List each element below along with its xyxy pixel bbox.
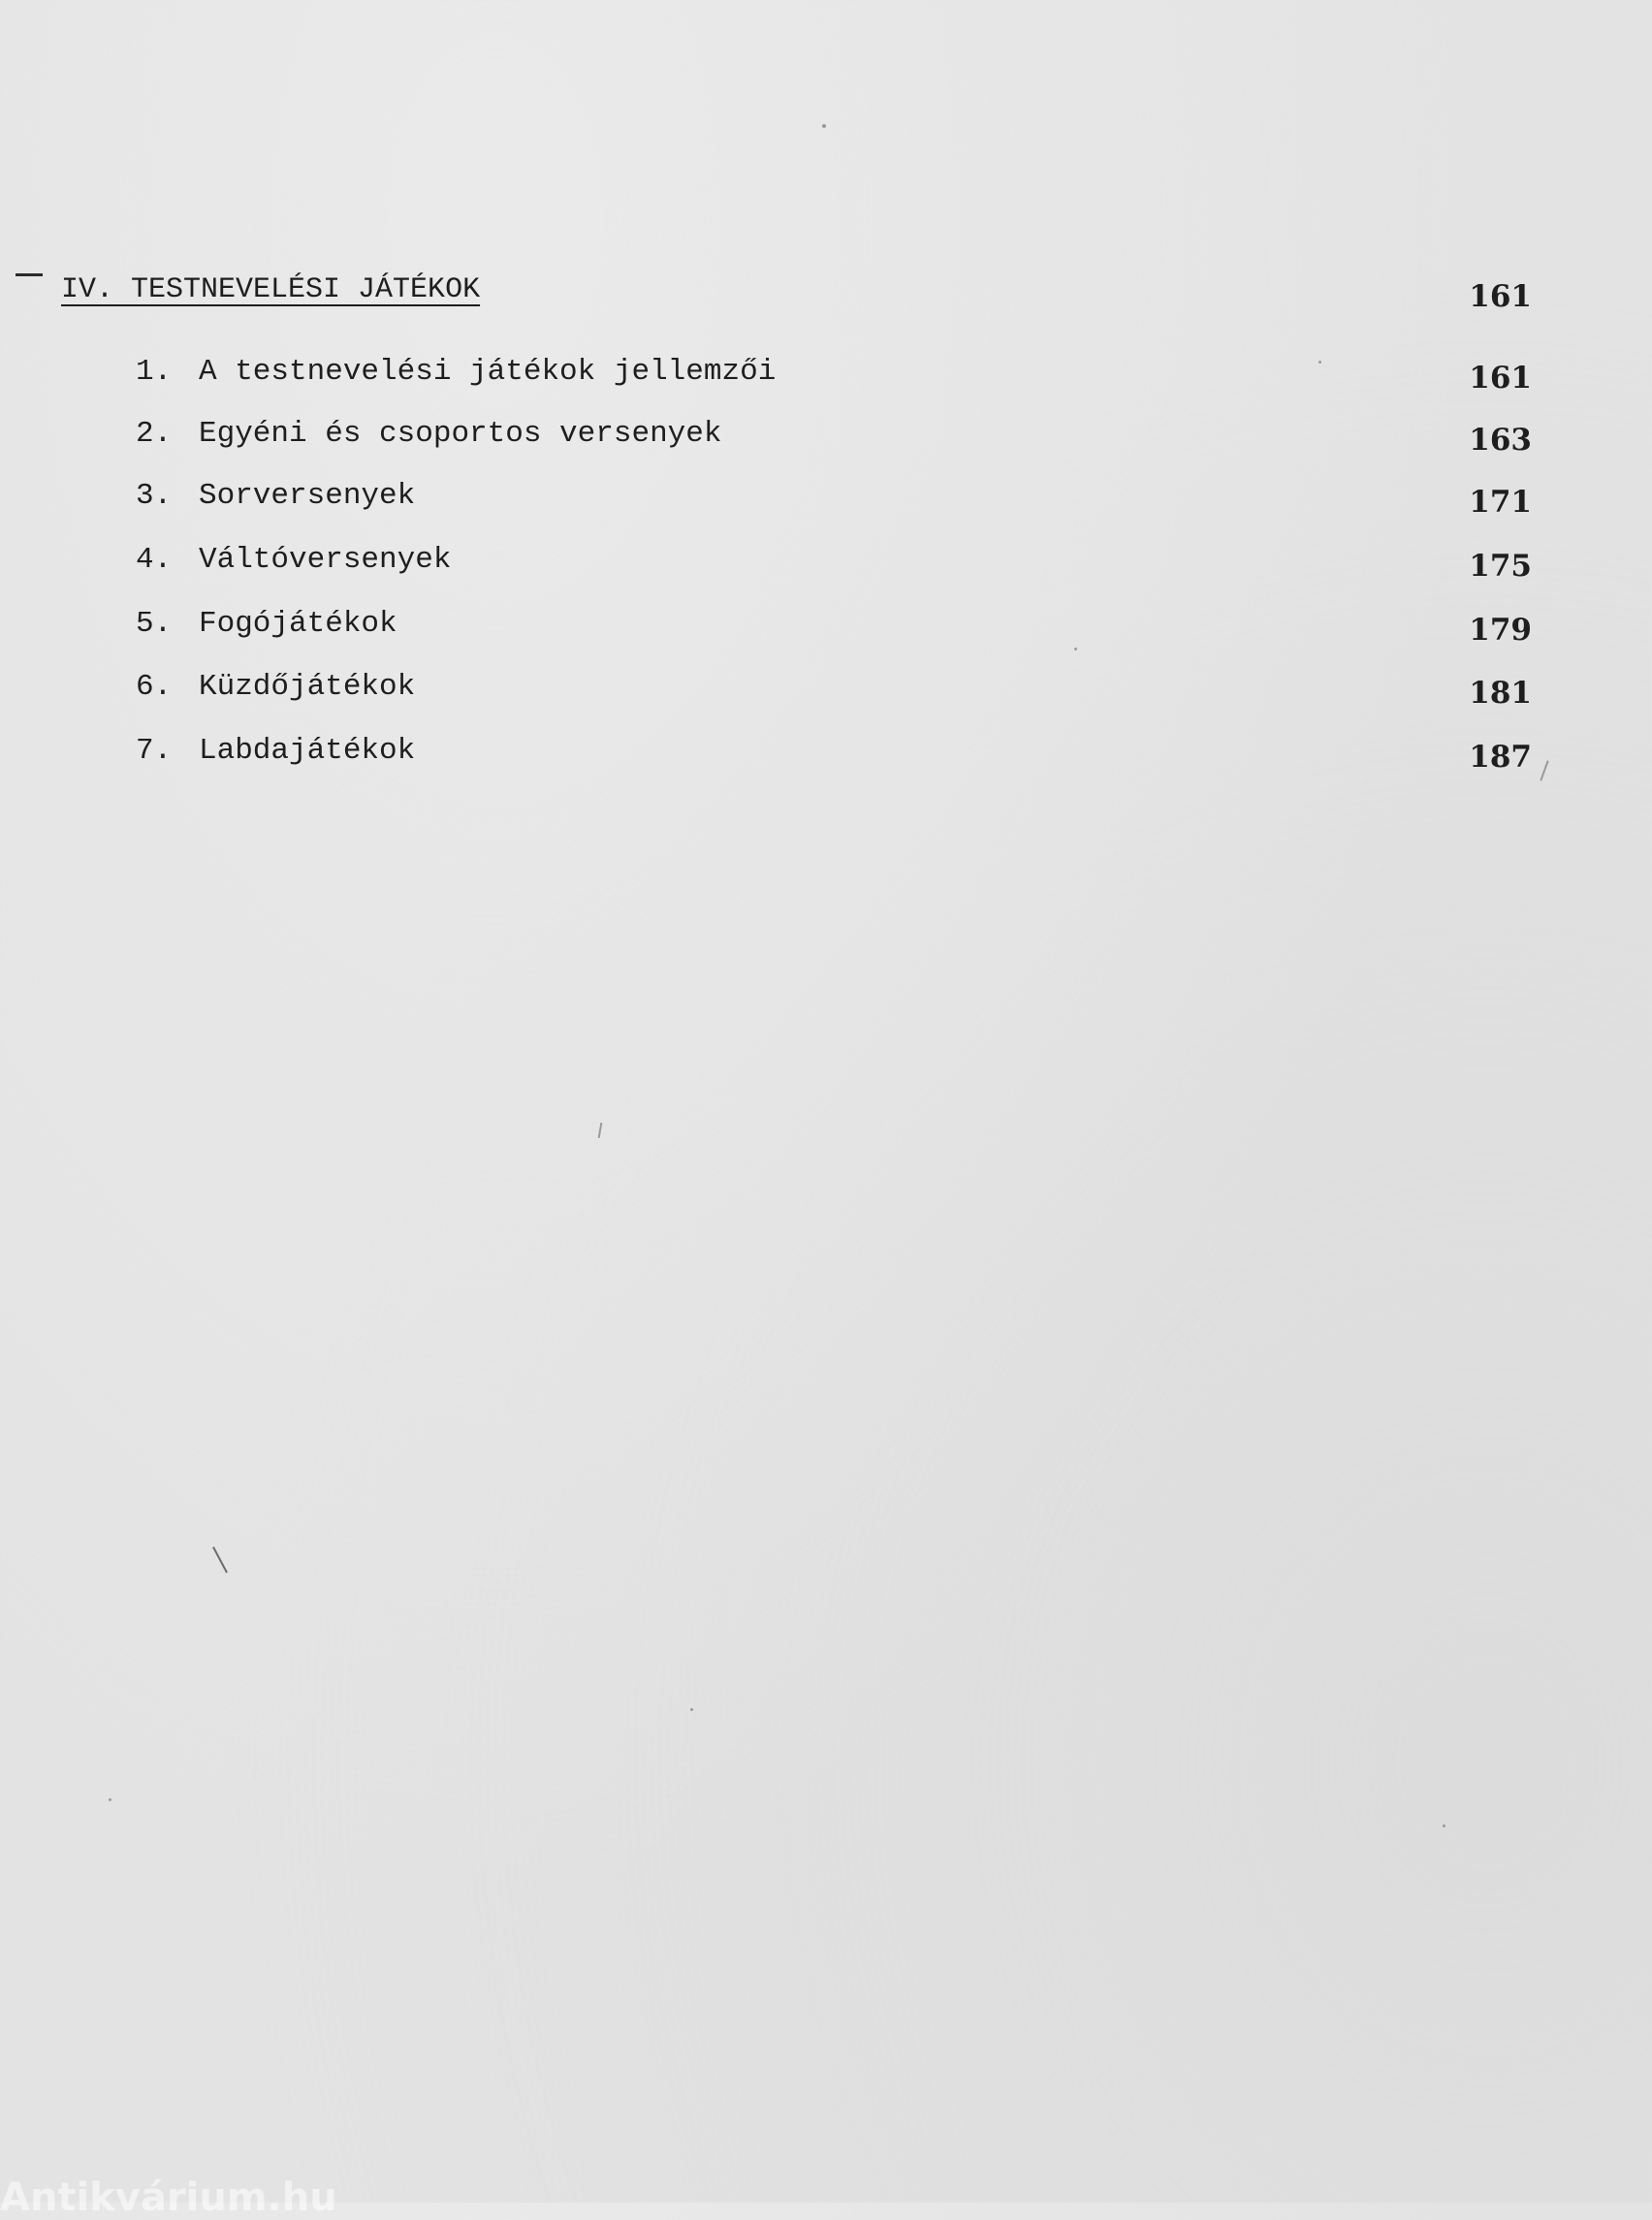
toc-item-number: 3. — [136, 479, 173, 513]
toc-item-title: Fogójátékok — [199, 607, 397, 641]
toc-item-page: 161 — [1469, 361, 1532, 396]
toc-item-number: 5. — [136, 607, 173, 641]
section-title: IV. TESTNEVELÉSI JÁTÉKOK — [61, 273, 481, 306]
toc-item-page: 163 — [1469, 423, 1532, 458]
toc-item-title: Küzdőjátékok — [199, 670, 416, 704]
toc-item — [0, 670, 1652, 716]
paper-speck — [1074, 648, 1077, 650]
toc-item — [0, 417, 1652, 463]
toc-item-page: 187 — [1469, 740, 1532, 775]
toc-item-title: Sorversenyek — [199, 479, 416, 513]
toc-item-number: 6. — [136, 670, 173, 704]
toc-item-title: Váltóversenyek — [199, 543, 452, 577]
toc-item — [0, 734, 1652, 780]
toc-item-number: 1. — [136, 355, 173, 389]
toc-item — [0, 355, 1652, 401]
toc-item-title: A testnevelési játékok jellemzői — [199, 355, 777, 389]
paper-scratch — [598, 1123, 603, 1138]
toc-item — [0, 543, 1652, 589]
paper-speck — [109, 1798, 111, 1801]
paper-speck — [1443, 1824, 1446, 1827]
margin-dash — [16, 273, 43, 276]
toc-item — [0, 607, 1652, 653]
toc-item-page: 179 — [1469, 613, 1532, 648]
toc-item — [0, 479, 1652, 525]
toc-item-title: Labdajátékok — [199, 734, 416, 768]
toc-item-title: Egyéni és csoportos versenyek — [199, 417, 722, 451]
toc-item-page: 175 — [1469, 549, 1532, 584]
toc-item-number: 4. — [136, 543, 173, 577]
paper-speck — [1318, 361, 1321, 364]
paper-scratch — [212, 1546, 228, 1572]
toc-item-number: 2. — [136, 417, 173, 451]
paper-speck — [822, 124, 826, 128]
section-page-number: 161 — [1469, 279, 1532, 314]
watermark: Antikvárium.hu — [0, 2175, 337, 2220]
toc-item-number: 7. — [136, 734, 173, 768]
paper-speck — [690, 1708, 693, 1711]
toc-item-page: 181 — [1469, 676, 1532, 711]
toc-item-page: 171 — [1469, 485, 1532, 520]
